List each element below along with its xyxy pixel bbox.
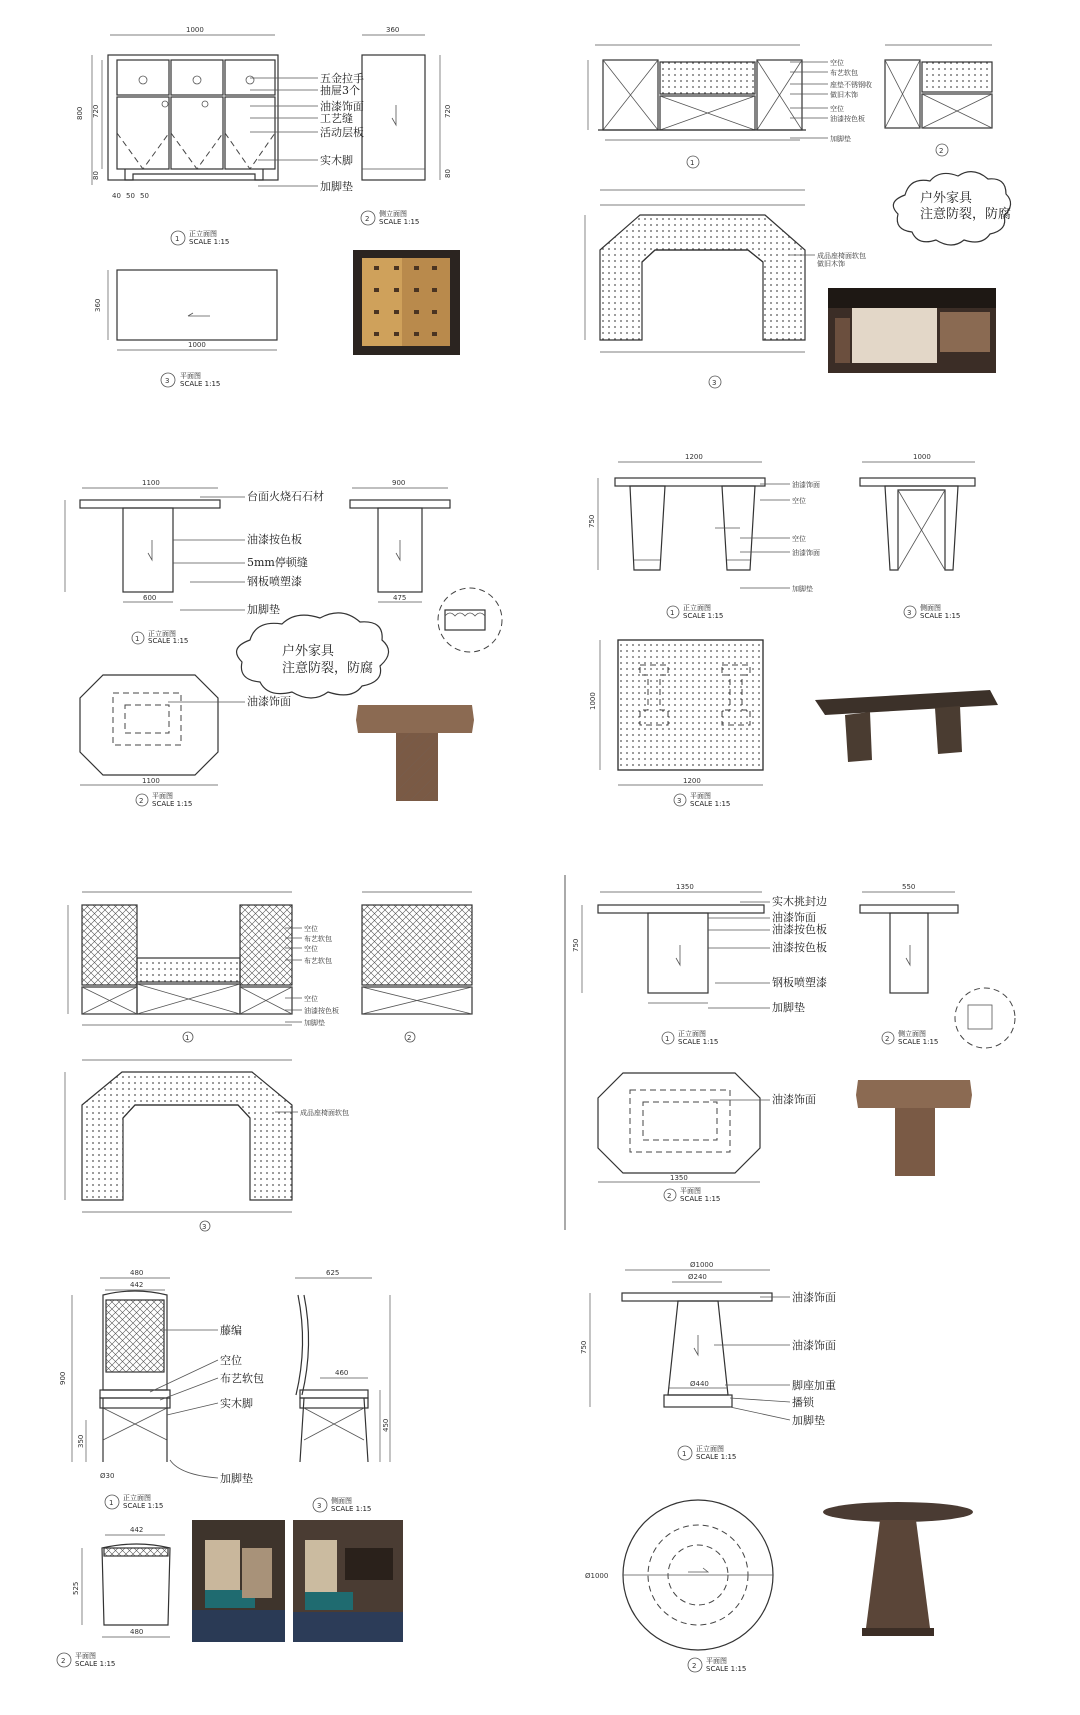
cabinet-body xyxy=(108,55,278,180)
cloud1-line1: 户外家具 xyxy=(920,191,973,206)
table2-title3-number: 3 xyxy=(677,797,682,805)
chair-dim-plan-bottom: 480 xyxy=(130,1628,144,1636)
cabinet-dim-side-height: 720 xyxy=(444,104,452,118)
table1-photo xyxy=(356,705,474,801)
chair-dim-leg-diameter: Ø30 xyxy=(100,1472,115,1480)
table1-title1: 正立面图 xyxy=(148,630,176,638)
booth2-label-fabric: 布艺软包 xyxy=(304,935,332,943)
table3-scale3: SCALE 1:15 xyxy=(680,1195,721,1203)
table1-label-gap: 5mm停顿缝 xyxy=(247,556,308,569)
table1-dim-base-side: 475 xyxy=(393,594,407,602)
cabinet-scale1: SCALE 1:15 xyxy=(189,238,230,246)
booth2-drawing xyxy=(65,892,472,1231)
table3-dim-plan-width: 1350 xyxy=(670,1174,688,1182)
table1-title1-number: 1 xyxy=(135,635,140,643)
booth1-label-foot-pad: 加脚垫 xyxy=(830,135,851,143)
booth1-label-paint: 油漆按色板 xyxy=(830,115,865,123)
table3-title3-number: 2 xyxy=(667,1192,672,1200)
chair-dim-plan-depth: 525 xyxy=(72,1581,80,1595)
table2-label-paint: 油漆饰面 xyxy=(792,481,820,489)
table2-dim-width: 1200 xyxy=(685,453,703,461)
chair-title3: 平面图 xyxy=(75,1652,96,1660)
table1-title2: 平面图 xyxy=(152,792,173,800)
round-table-title1: 正立面图 xyxy=(696,1445,724,1453)
table2-title3: 平面图 xyxy=(690,792,711,800)
round-table-dim-height: 750 xyxy=(580,1340,588,1354)
booth2-plan-label: 成品座椅面软包 xyxy=(300,1109,349,1117)
table3-title3: 平面图 xyxy=(680,1187,701,1195)
round-table-drawing xyxy=(580,1261,973,1673)
booth2-label-empty: 空位 xyxy=(304,925,318,933)
chair-dim-plan-width: 442 xyxy=(130,1526,144,1534)
table2-label-foot-pad: 加脚垫 xyxy=(792,585,813,593)
cabinet-plan xyxy=(117,270,277,340)
booth2-label-fabric2: 布艺软包 xyxy=(304,957,332,965)
round-table-scale2: SCALE 1:15 xyxy=(706,1665,747,1673)
table3-label-color: 油漆按色板 xyxy=(772,923,827,936)
table3-scale2: SCALE 1:15 xyxy=(898,1038,939,1046)
cabinet-scale2: SCALE 1:15 xyxy=(379,218,420,226)
booth1-plan-label-cushion: 成品座椅面软包 xyxy=(817,252,866,260)
table3-drawing xyxy=(572,883,1015,1203)
table1-dim-plan-width: 1100 xyxy=(142,777,160,785)
cabinet-dim-plan-width: 1000 xyxy=(188,341,206,349)
cabinet-label-shelf: 活动层板 xyxy=(320,126,364,139)
table3-title2: 侧立面图 xyxy=(898,1030,926,1038)
chair-title3-number: 2 xyxy=(61,1657,66,1665)
table3-label-color2: 油漆按色板 xyxy=(772,941,827,954)
cabinet-scale3: SCALE 1:15 xyxy=(180,380,221,388)
round-table-dim-inner: Ø240 xyxy=(688,1273,707,1281)
table2-title2: 侧面图 xyxy=(920,604,941,612)
table1-scale2: SCALE 1:15 xyxy=(152,800,193,808)
table3-label-paint: 油漆饰面 xyxy=(772,911,816,924)
booth1-title3-number: 3 xyxy=(712,379,717,387)
cloud1-line2: 注意防裂，防腐 xyxy=(920,207,1012,222)
table1-label-foot-pad: 加脚垫 xyxy=(247,603,280,616)
round-table-title2-number: 2 xyxy=(692,1662,697,1670)
booth1-plan-label-wood: 做旧木饰 xyxy=(817,260,845,268)
table1-plan-label: 油漆饰面 xyxy=(247,695,291,708)
cabinet-dim-plan-depth: 360 xyxy=(94,298,102,312)
cabinet-dim-inner: 720 xyxy=(92,104,100,118)
round-table-photo xyxy=(823,1502,973,1636)
chair-title1-number: 1 xyxy=(109,1499,114,1507)
table2-title1: 正立面图 xyxy=(683,604,711,612)
round-table-title1-number: 1 xyxy=(682,1450,687,1458)
cabinet-dim-foot-3: 50 xyxy=(140,192,149,200)
chair-photo-1 xyxy=(192,1520,285,1642)
chair-drawing xyxy=(57,1269,403,1668)
table3-title2-number: 2 xyxy=(885,1035,890,1043)
cabinet-title2: 侧立面图 xyxy=(379,210,407,218)
table1-label-paint: 油漆按色板 xyxy=(247,533,302,546)
table2-title1-number: 1 xyxy=(670,609,675,617)
cloud-note-1 xyxy=(893,172,1011,245)
cabinet-photo xyxy=(353,250,460,355)
booth1-label-steel: 座垫不锈钢收 xyxy=(830,81,872,89)
cabinet-title3: 平面图 xyxy=(180,372,201,380)
chair-scale3: SCALE 1:15 xyxy=(75,1660,116,1668)
cabinet-dim-height: 800 xyxy=(76,106,84,120)
round-table-label-paint: 油漆饰面 xyxy=(792,1291,836,1304)
chair-scale2: SCALE 1:15 xyxy=(331,1505,372,1513)
cabinet-label-handle: 五金拉手 xyxy=(320,72,364,85)
cabinet-title3-number: 3 xyxy=(165,377,170,385)
cabinet-title1: 正立面图 xyxy=(189,230,217,238)
table3-plan-label: 油漆饰面 xyxy=(772,1093,816,1106)
chair-scale1: SCALE 1:15 xyxy=(123,1502,164,1510)
cabinet-dim-width: 1000 xyxy=(186,26,204,34)
booth2-title2-number: 2 xyxy=(407,1034,412,1042)
table2-scale1: SCALE 1:15 xyxy=(683,612,724,620)
booth1-title2-number: 2 xyxy=(939,147,944,155)
table1-title2-number: 2 xyxy=(139,797,144,805)
table2-label-paint2: 油漆饰面 xyxy=(792,549,820,557)
table2-label-empty: 空位 xyxy=(792,497,806,505)
booth1-photo xyxy=(828,288,996,373)
cabinet-drawing xyxy=(76,26,460,388)
table2-title2-number: 3 xyxy=(907,609,912,617)
cabinet-dim-side: 360 xyxy=(386,26,400,34)
booth1-title1-number: 1 xyxy=(690,159,695,167)
round-table-title2: 平面图 xyxy=(706,1657,727,1665)
cabinet-label-foot-pad: 加脚垫 xyxy=(320,180,353,193)
table3-label-steel: 钢板喷塑漆 xyxy=(772,976,827,989)
table3-dim-width: 1350 xyxy=(676,883,694,891)
chair-label-rattan: 藤编 xyxy=(220,1324,242,1337)
chair-dim-seat: 460 xyxy=(335,1369,349,1377)
table3-label-foot-pad: 加脚垫 xyxy=(772,1001,805,1014)
cloud2-line1: 户外家具 xyxy=(282,644,335,659)
chair-dim-leg: 350 xyxy=(77,1434,85,1448)
table2-drawing xyxy=(588,453,998,808)
chair-label-empty: 空位 xyxy=(220,1354,242,1367)
round-table-label-weight: 脚座加重 xyxy=(792,1379,836,1392)
table3-label-edge: 实木挑封边 xyxy=(772,895,827,908)
table2-dim-plan-width: 1200 xyxy=(683,777,701,785)
cabinet-label-drawers: 抽屉3个 xyxy=(320,84,360,97)
table1-scale1: SCALE 1:15 xyxy=(148,637,189,645)
booth2-label-empty2: 空位 xyxy=(304,945,318,953)
chair-label-foot-pad: 加脚垫 xyxy=(220,1472,253,1485)
table2-scale3: SCALE 1:15 xyxy=(690,800,731,808)
booth2-title3-number: 3 xyxy=(202,1223,207,1231)
round-table-dim-top: Ø1000 xyxy=(690,1261,714,1269)
cabinet-label-wood-feet: 实木脚 xyxy=(320,154,353,167)
table1-label-stone: 台面火烧石石材 xyxy=(247,490,324,503)
table2-dim-side: 1000 xyxy=(913,453,931,461)
chair-dim-inner: 442 xyxy=(130,1281,144,1289)
table3-title1: 正立面图 xyxy=(678,1030,706,1038)
chair-label-wood-feet: 实木脚 xyxy=(220,1397,253,1410)
chair-dim-width: 480 xyxy=(130,1269,144,1277)
table2-scale2: SCALE 1:15 xyxy=(920,612,961,620)
chair-dim-side: 625 xyxy=(326,1269,340,1277)
table3-scale1: SCALE 1:15 xyxy=(678,1038,719,1046)
table3-dim-height: 750 xyxy=(572,938,580,952)
round-table-dim-base: Ø440 xyxy=(690,1380,709,1388)
table1-dim-side: 900 xyxy=(392,479,406,487)
chair-title1: 正立面图 xyxy=(123,1494,151,1502)
table1-dim-width: 1100 xyxy=(142,479,160,487)
table1-dim-base: 600 xyxy=(143,594,157,602)
booth1-label-empty2: 空位 xyxy=(830,105,844,113)
round-table-label-paint2: 油漆饰面 xyxy=(792,1339,836,1352)
table3-dim-side: 550 xyxy=(902,883,916,891)
round-table-label-foot-pad: 加脚垫 xyxy=(792,1414,825,1427)
cloud-note-2 xyxy=(237,613,389,698)
cabinet-title1-number: 1 xyxy=(175,235,180,243)
chair-dim-height: 900 xyxy=(59,1371,67,1385)
cabinet-dim-foot: 80 xyxy=(92,171,100,180)
cabinet-title2-number: 2 xyxy=(365,215,370,223)
chair-photo-2 xyxy=(293,1520,403,1642)
chair-dim-seat-height: 450 xyxy=(382,1418,390,1432)
booth1-label-empty: 空位 xyxy=(830,59,844,67)
cabinet-dim-foot-2: 50 xyxy=(126,192,135,200)
booth2-label-paint: 油漆按色板 xyxy=(304,1007,339,1015)
table3-photo xyxy=(856,1080,972,1176)
cabinet-label-seam: 工艺缝 xyxy=(320,112,353,125)
round-table-scale1: SCALE 1:15 xyxy=(696,1453,737,1461)
cabinet-dim-foot-1: 40 xyxy=(112,192,121,200)
round-table-label-lock: 播锁 xyxy=(792,1396,814,1409)
booth2-label-empty3: 空位 xyxy=(304,995,318,1003)
chair-title2: 侧面图 xyxy=(331,1497,352,1505)
table3-title1-number: 1 xyxy=(665,1035,670,1043)
cabinet-dim-side-foot: 80 xyxy=(444,169,452,178)
table2-label-empty2: 空位 xyxy=(792,535,806,543)
cloud2-line2: 注意防裂，防腐 xyxy=(282,661,374,676)
booth1-label-fabric: 布艺软包 xyxy=(830,69,858,77)
booth2-title1-number: 1 xyxy=(185,1034,190,1042)
round-table-dim-plan: Ø1000 xyxy=(585,1572,609,1580)
chair-label-fabric: 布艺软包 xyxy=(220,1372,264,1385)
booth1-label-aged-wood: 做旧木饰 xyxy=(830,91,858,99)
chair-title2-number: 3 xyxy=(317,1502,322,1510)
table2-dim-height: 750 xyxy=(588,514,596,528)
booth2-label-foot-pad: 加脚垫 xyxy=(304,1019,325,1027)
table2-photo xyxy=(815,690,998,762)
table1-label-steel: 钢板喷塑漆 xyxy=(247,575,302,588)
table2-dim-plan-depth: 1000 xyxy=(589,692,597,710)
cabinet-label-paint: 油漆饰面 xyxy=(320,100,364,113)
